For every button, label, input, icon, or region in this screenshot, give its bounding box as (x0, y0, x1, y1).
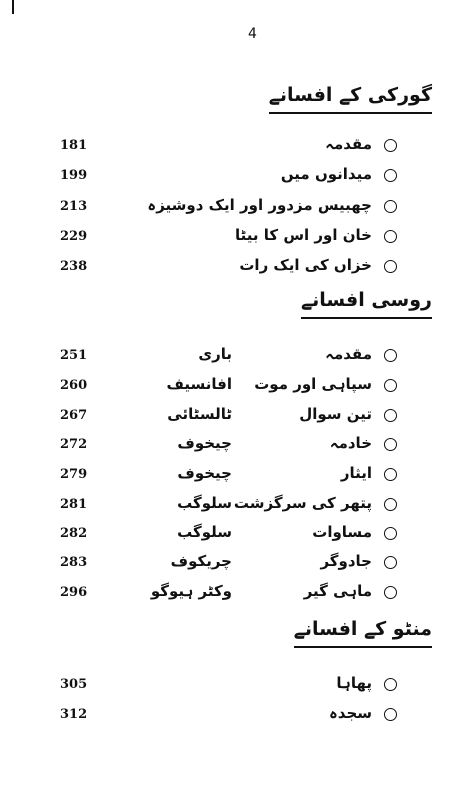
toc-entry (0, 375, 472, 401)
toc-entry (0, 345, 472, 371)
entry-page-number: 312 (60, 707, 88, 722)
entry-title: خان اور اس کا بیٹا (235, 226, 372, 244)
page-edge-mark (12, 0, 14, 14)
entry-page-number: 181 (60, 138, 88, 153)
bullet-circle-icon (384, 139, 397, 152)
entry-title: مساوات (312, 523, 372, 541)
bullet-circle-icon (384, 527, 397, 540)
entry-author: چیخوف (177, 434, 232, 452)
toc-entry (0, 704, 472, 730)
entry-title: مقدمہ (325, 345, 372, 363)
toc-entry (0, 674, 472, 700)
entry-title: مقدمہ (325, 135, 372, 153)
bullet-circle-icon (384, 708, 397, 721)
toc-entry (0, 196, 472, 222)
bullet-circle-icon (384, 169, 397, 182)
entry-title: چھبیس مزدور اور ایک دوشیزہ (147, 196, 372, 214)
bullet-circle-icon (384, 678, 397, 691)
entry-title: سجدہ (328, 704, 372, 722)
entry-page-number: 272 (60, 437, 88, 452)
bullet-circle-icon (384, 586, 397, 599)
entry-page-number: 279 (60, 467, 88, 482)
bullet-circle-icon (384, 556, 397, 569)
toc-entry (0, 552, 472, 578)
entry-author: چریکوف (170, 552, 232, 570)
entry-author: ٹالسٹائی (167, 405, 232, 423)
entry-page-number: 281 (60, 497, 88, 512)
entry-title: ماہی گیر (303, 582, 372, 600)
entry-title: خادمہ (329, 434, 372, 452)
toc-entry (0, 226, 472, 252)
bullet-circle-icon (384, 498, 397, 511)
entry-author: سلوگب (177, 494, 232, 512)
entry-page-number: 260 (60, 378, 88, 393)
bullet-circle-icon (384, 260, 397, 273)
bullet-circle-icon (384, 349, 397, 362)
entry-page-number: 305 (60, 677, 88, 692)
entry-page-number: 229 (60, 229, 88, 244)
toc-entry (0, 256, 472, 282)
entry-title: جادوگر (320, 552, 372, 570)
toc-entry (0, 464, 472, 490)
entry-title: میدانوں میں (280, 165, 372, 183)
page-number: 4 (248, 26, 257, 42)
entry-page-number: 199 (60, 168, 88, 183)
bullet-circle-icon (384, 379, 397, 392)
entry-author: وکٹر ہیوگو (150, 582, 232, 600)
bullet-circle-icon (384, 468, 397, 481)
entry-page-number: 282 (60, 526, 88, 541)
entry-page-number: 283 (60, 555, 88, 570)
toc-entry (0, 582, 472, 608)
section-heading-manto: منٹو کے افسانے (294, 618, 432, 648)
section-heading-russian: روسی افسانے (301, 289, 432, 319)
toc-entry (0, 405, 472, 431)
toc-entry (0, 523, 472, 549)
entry-page-number: 251 (60, 348, 88, 363)
entry-title: خزاں کی ایک رات (239, 256, 372, 274)
entry-page-number: 267 (60, 408, 88, 423)
entry-title: سپاہی اور موت (254, 375, 372, 393)
entry-title: ایثار (340, 464, 372, 482)
entry-title: پتھر کی سرگزشت (233, 494, 372, 512)
entry-page-number: 238 (60, 259, 88, 274)
toc-entry (0, 165, 472, 191)
toc-entry (0, 434, 472, 460)
entry-author: چیخوف (177, 464, 232, 482)
entry-page-number: 213 (60, 199, 88, 214)
section-heading-gorky: گورکی کے افسانے (269, 84, 432, 114)
bullet-circle-icon (384, 200, 397, 213)
entry-author: افانسیف (166, 375, 232, 393)
entry-title: پھاہا (336, 674, 372, 692)
entry-author: سلوگب (177, 523, 232, 541)
bullet-circle-icon (384, 409, 397, 422)
toc-entry (0, 135, 472, 161)
entry-page-number: 296 (60, 585, 88, 600)
bullet-circle-icon (384, 438, 397, 451)
entry-title: تین سوال (299, 405, 372, 423)
bullet-circle-icon (384, 230, 397, 243)
entry-author: باری (198, 345, 232, 363)
toc-entry (0, 494, 472, 520)
